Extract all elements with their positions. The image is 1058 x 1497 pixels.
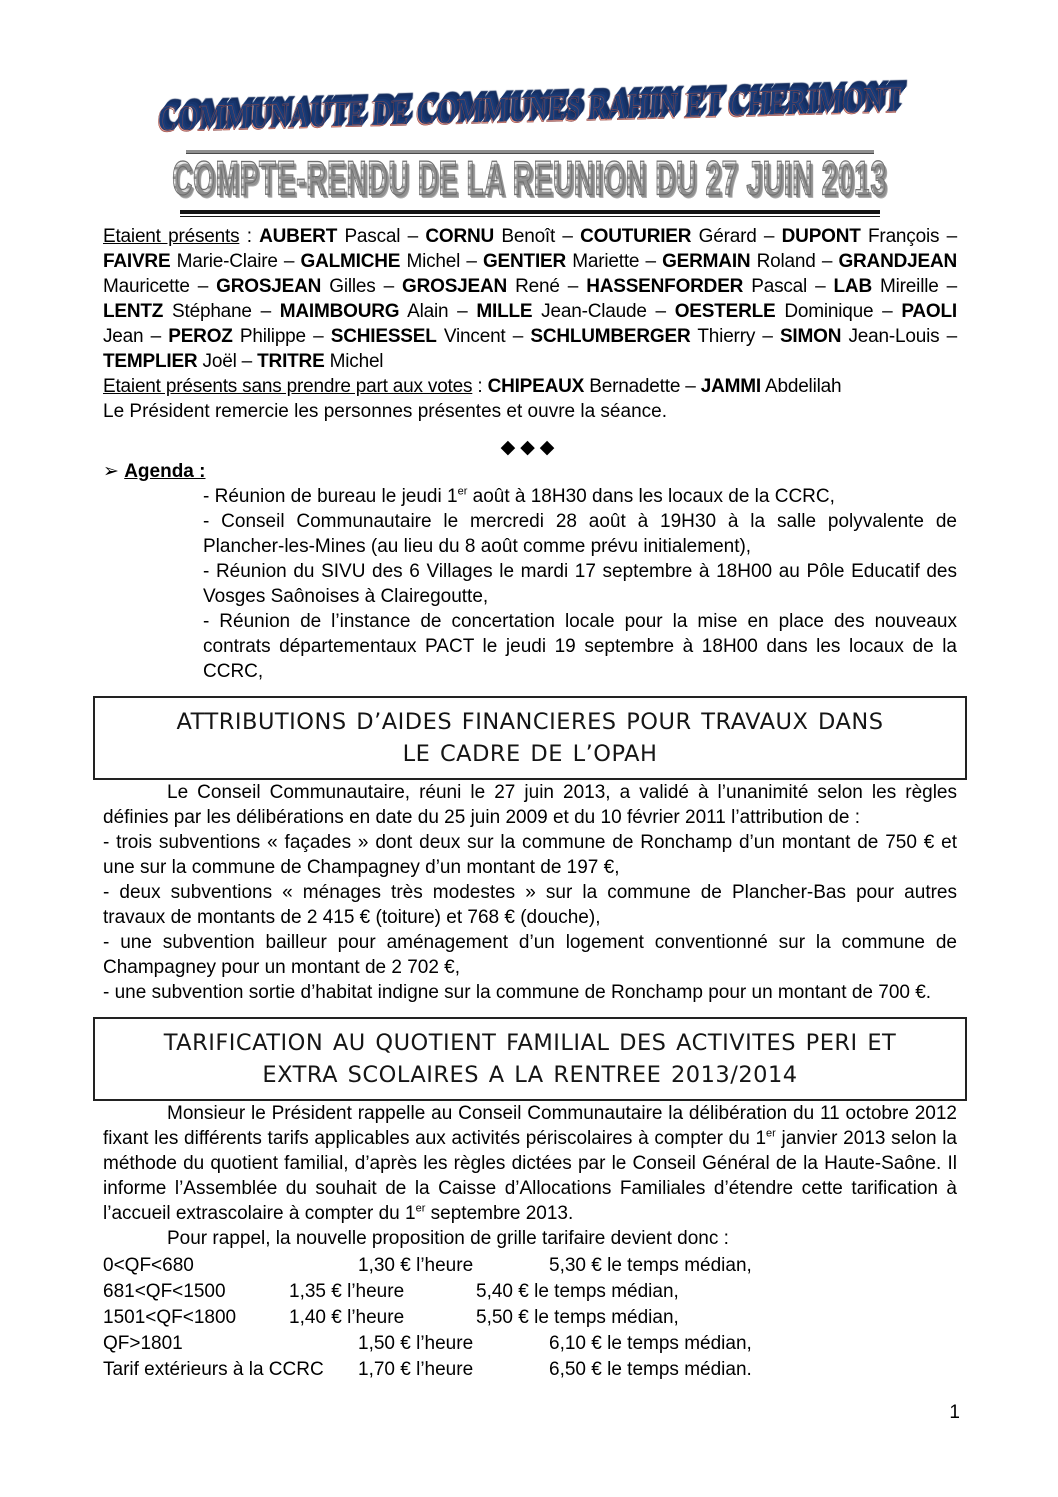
doc-subtitle-banner <box>0 152 1058 206</box>
tariff-range: Tarif extérieurs à la CCRC <box>103 1359 324 1380</box>
agenda-item: - Réunion de bureau le jeudi 1er août à 18H30 dans les locaux de la CCRC, <box>203 485 835 507</box>
tariff-row <box>103 1279 957 1305</box>
tariff-hourly-rate: 1,35 € l’heure <box>289 1281 405 1302</box>
tariff-median-rate: 5,40 € le temps médian, <box>476 1281 679 1302</box>
diamonds-icon: ◆◆◆ <box>500 437 560 458</box>
agenda-item: - Réunion de l’instance de concertation locale pour la mise en place des nouveaux contrats départementaux PACT le jeudi 19 septembre à 18H00 dans les locaux de la CCRC, <box>203 611 957 682</box>
tariff-row <box>103 1253 957 1279</box>
agenda-item: - Conseil Communautaire le mercredi 28 août à 19H30 à la salle polyvalente de Plancher-les-Mines (au lieu du 8 août comme prévu initialement), <box>203 511 957 557</box>
tariff-hourly-rate: 1,40 € l’heure <box>289 1307 405 1328</box>
tariff-hourly-rate: 1,70 € l’heure <box>358 1359 474 1380</box>
section-title-line: LE CADRE DE L’OPAH <box>402 741 658 767</box>
tariff-median-rate: 5,50 € le temps médian, <box>476 1307 679 1328</box>
attendees-paragraph: Etaient présents : AUBERT Pascal – CORNU Benoît – COUTURIER Gérard – DUPONT François – FAIVRE Marie-Claire – GALMICHE Michel – GENTIER Mariette – GERMAIN Roland – GRANDJEAN Mauricette – GROSJEAN Gilles – GROSJEAN René – HASSENFORDER Pascal – LAB Mireille – LENTZ Stéphane – MAIMBOURG Alain – MILLE Jean-Claude – OESTERLE Dominique – PAOLI Jean – PEROZ Philippe – SCHIESSEL Vincent – SCHLUMBERGER Thierry – SIMON Jean-Louis – TEMPLIER Joël – TRITRE Michel <box>103 226 958 372</box>
tariff-hourly-rate: 1,50 € l’heure <box>358 1333 474 1354</box>
tariff-intro: Pour rappel, la nouvelle proposition de grille tarifaire devient donc : <box>167 1228 729 1249</box>
tariff-row <box>103 1305 957 1331</box>
document-body <box>103 224 957 1383</box>
tariff-range: 0<QF<680 <box>103 1255 194 1276</box>
body-paragraph: - deux subventions « ménages très modestes » sur la commune de Plancher-Bas pour autres travaux de montants de 2 415 € (toiture) et 768 € (douche), <box>103 882 957 928</box>
section-title-box-tarification <box>93 1017 967 1101</box>
attendees-novote-paragraph: Etaient présents sans prendre part aux votes : CHIPEAUX Bernadette – JAMMI Abdelilah <box>103 376 842 397</box>
body-paragraph: - une subvention sortie d’habitat indigne sur la commune de Ronchamp pour un montant de 700 €. <box>103 982 932 1003</box>
section-title-line: EXTRA SCOLAIRES A LA RENTREE 2013/2014 <box>262 1062 798 1088</box>
body-paragraph: Monsieur le Président rappelle au Conseil Communautaire la délibération du 11 octobre 2012 fixant les différents tarifs applicables aux activités périscolaires à compter du 1er janvier 2013 selon la méthode du quotient familial, d’après les règles dictées par le Conseil Général de la Haute-Saône. Il informe l’Assemblée du souhait de la Caisse d’Allocations Familiales d’étendre cette tarification à l’accueil extrascolaire à compter du 1er septembre 2013. <box>103 1103 957 1224</box>
agenda-item: - Réunion du SIVU des 6 Villages le mardi 17 septembre à 18H00 au Pôle Educatif des Vosges Saônoises à Clairegoutte, <box>203 561 957 607</box>
tariff-range: 1501<QF<1800 <box>103 1307 237 1328</box>
tariff-range: 681<QF<1500 <box>103 1281 226 1302</box>
section-title-box-opah <box>93 696 967 780</box>
section-title-line: ATTRIBUTIONS D’AIDES FINANCIERES POUR TRAVAUX DANS <box>176 709 884 735</box>
body-paragraph: - trois subventions « façades » dont deux sur la commune de Ronchamp d’un montant de 750 € et une sur la commune de Champagney d’un montant de 197 €, <box>103 832 957 878</box>
subtitle-underline <box>180 210 880 217</box>
tariff-table <box>103 1253 957 1383</box>
tariff-hourly-rate: 1,30 € l’heure <box>358 1255 474 1276</box>
tariff-range: QF>1801 <box>103 1333 183 1354</box>
agenda-heading <box>103 459 957 484</box>
body-paragraph: - une subvention bailleur pour aménagement d’un logement conventionné sur la commune de Champagney pour un montant de 2 702 €, <box>103 932 957 978</box>
doc-title: COMMUNAUTE DE COMMUNES RAHIN ET CHERIMONT <box>156 80 903 141</box>
opening-line: Le Président remercie les personnes présentes et ouvre la séance. <box>103 401 667 422</box>
body-paragraph: Le Conseil Communautaire, réuni le 27 juin 2013, a validé à l’unanimité selon les règles définies par les délibérations en date du 25 juin 2009 et du 10 février 2011 l’attribution de : <box>103 782 957 828</box>
page-number: 1 <box>949 1402 960 1423</box>
tariff-row <box>103 1357 957 1383</box>
tariff-median-rate: 6,10 € le temps médian, <box>549 1333 752 1354</box>
agenda-bullet-icon: ➢ <box>103 461 119 482</box>
doc-title-banner <box>0 80 1058 141</box>
agenda-heading-label: Agenda : <box>124 461 206 482</box>
doc-subtitle: COMPTE-RENDU DE LA REUNION DU 27 JUIN 2013 <box>171 152 887 206</box>
section-title-line: TARIFICATION AU QUOTIENT FAMILIAL DES ACTIVITES PERI ET <box>163 1030 897 1056</box>
tariff-row <box>103 1331 957 1357</box>
tariff-median-rate: 6,50 € le temps médian. <box>549 1359 752 1380</box>
tariff-median-rate: 5,30 € le temps médian, <box>549 1255 752 1276</box>
section-separator <box>103 436 957 459</box>
